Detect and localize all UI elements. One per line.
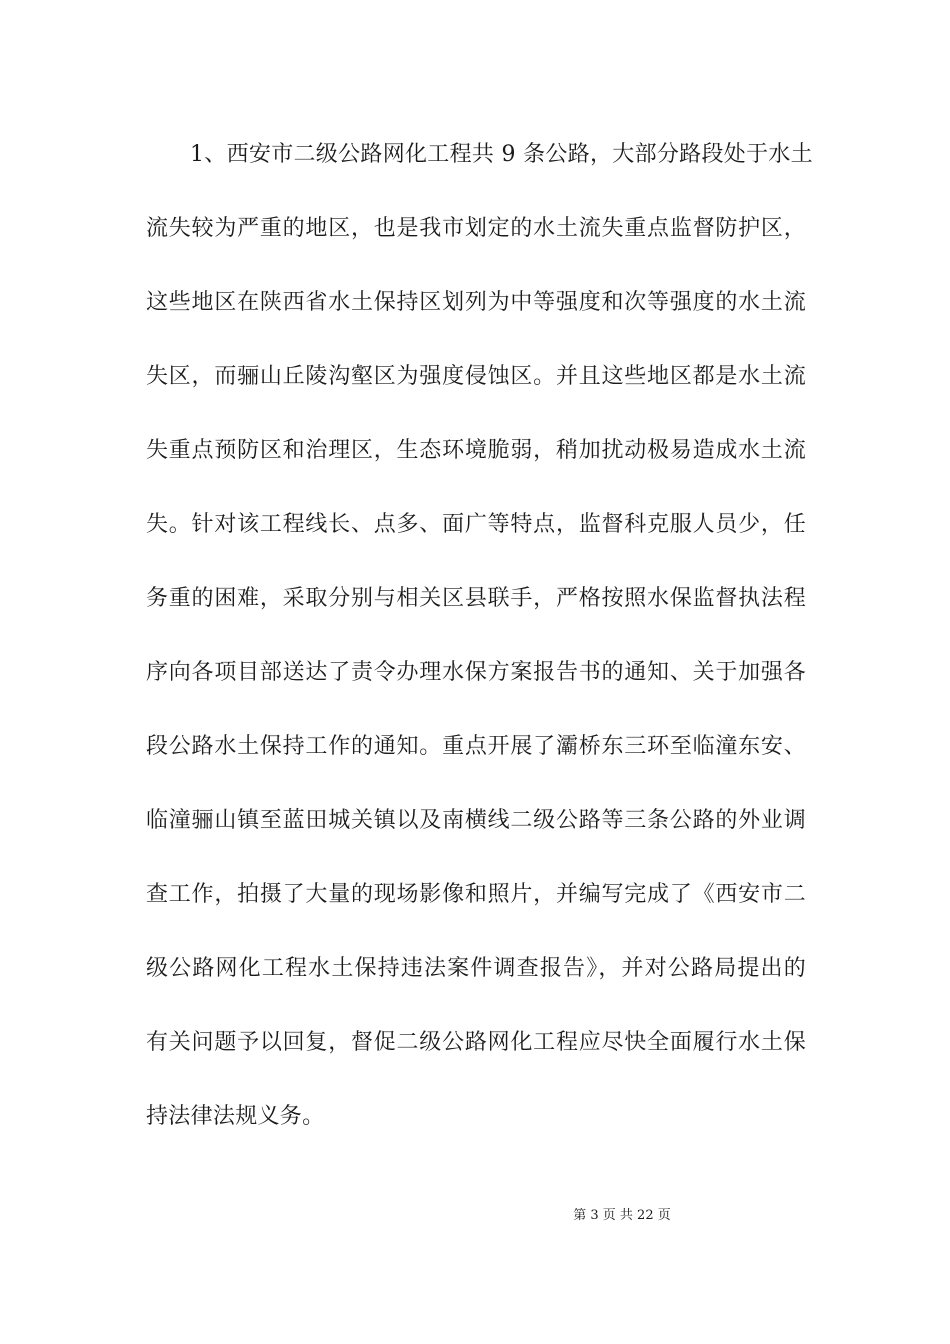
paragraph-line: 1、西安市二级公路网化工程共 9 条公路，大部分路段处于水土 [190,142,813,167]
paragraph-line: 临潼骊山镇至蓝田城关镇以及南横线二级公路等三条公路的外业调 [146,808,806,833]
paragraph-line: 失区，而骊山丘陵沟壑区为强度侵蚀区。并且这些地区都是水土流 [146,364,806,389]
paragraph-line: 序向各项目部送达了责令办理水保方案报告书的通知、关于加强各 [146,660,806,685]
paragraph-line: 查工作，拍摄了大量的现场影像和照片，并编写完成了《西安市二 [146,882,806,907]
paragraph-line: 失重点预防区和治理区，生态环境脆弱，稍加扰动极易造成水土流 [146,438,806,463]
paragraph-line: 有关问题予以回复，督促二级公路网化工程应尽快全面履行水土保 [146,1030,806,1055]
paragraph-line: 流失较为严重的地区，也是我市划定的水土流失重点监督防护区， [146,216,806,241]
paragraph-line: 级公路网化工程水土保持违法案件调查报告》，并对公路局提出的 [146,956,806,981]
paragraph-line: 失。针对该工程线长、点多、面广等特点，监督科克服人员少，任 [146,512,806,537]
page-number-footer: 第 3 页 共 22 页 [573,1208,671,1223]
paragraph-line: 段公路水土保持工作的通知。重点开展了灞桥东三环至临潼东安、 [146,734,806,759]
paragraph-line: 持法律法规义务。 [146,1104,325,1129]
paragraph-line: 这些地区在陕西省水土保持区划列为中等强度和次等强度的水土流 [146,290,806,315]
paragraph-line: 务重的困难，采取分别与相关区县联手，严格按照水保监督执法程 [146,586,806,611]
